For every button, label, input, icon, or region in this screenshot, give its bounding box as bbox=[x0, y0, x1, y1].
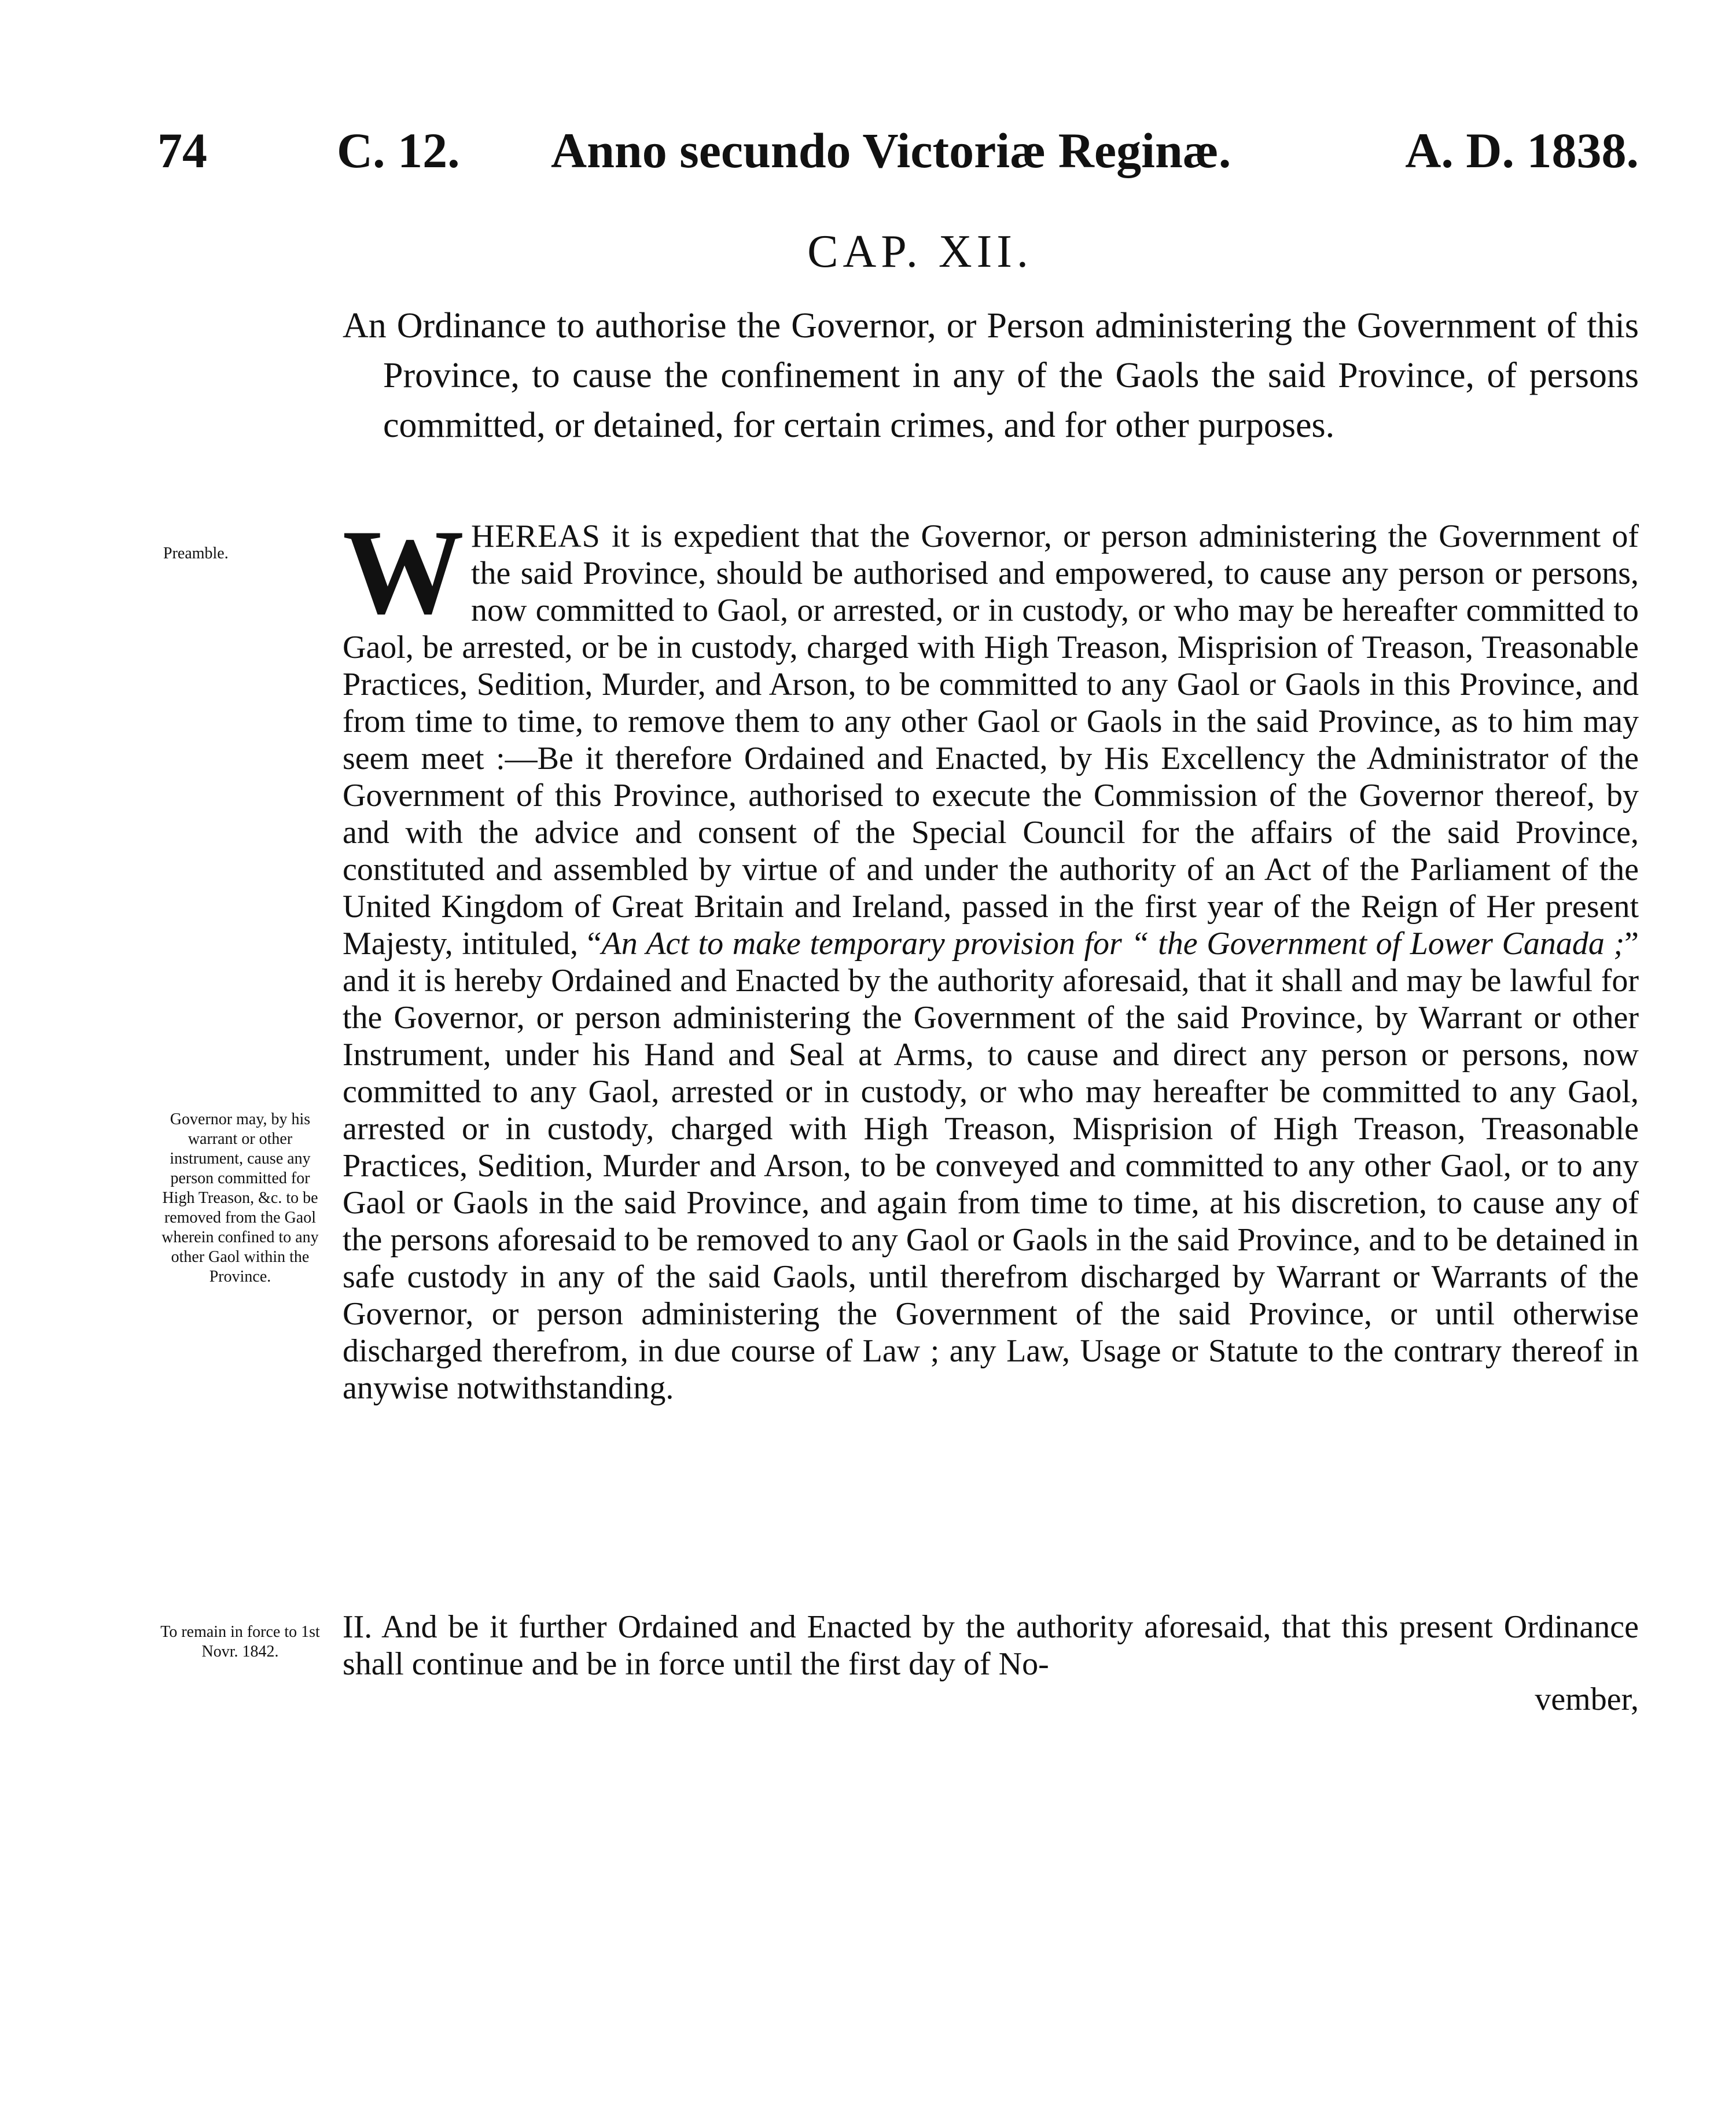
long-title-rest: Ordinance to authorise the Governor, or Person administering the Government of this Province, to cause the confinement in any of the Gaols the said Province, of persons committed, or detained, for certain crimes, and for other purposes. bbox=[383, 306, 1639, 445]
catchword: vember, bbox=[1535, 1681, 1639, 1717]
long-title-first-word: An bbox=[343, 306, 387, 345]
chapter-heading: CAP. XII. bbox=[807, 226, 1033, 277]
act-title: An Act to make temporary provision for “ the Government of Lower Canada ; bbox=[601, 926, 1625, 962]
drop-cap: W bbox=[343, 505, 464, 639]
section-1-text bbox=[343, 505, 1639, 1407]
margin-note-preamble: Preamble. bbox=[163, 544, 229, 562]
section-1-text-b: ” and it is hereby Ordained and Enacted by the authority aforesaid, that it shall and may be lawful for the Governor, or person administering the Government of the said Province, by Warrant or other Instrument, under his Hand and Seal at Arms, to cause and direct any person or persons, now committed to any Gaol, arrested or in custody, or who may hereafter be committed to any Gaol, arrested or in custody, charged with High Treason, Misprision of High Treason, Treasonable Practices, Sedition, Murder and Arson, to be conveyed and committed to any other Gaol, or to any Gaol or Gaols in the said Province, and again from time to time, at his discretion, to cause any of the persons aforesaid to be removed to any Gaol or Gaols in the said Province, and to be detained in safe custody in any of the said Gaols, until therefrom discharged by Warrant or Warrants of the Governor, or person administering the Government of the said Province, or until otherwise discharged therefrom, in due course of Law ; any Law, Usage or Statute to the contrary thereof in anywise notwithstanding. bbox=[343, 926, 1639, 1406]
section-2-text: II. And be it further Ordained and Enacted by the authority aforesaid, that this present Ordinance shall continue and be in force until the first day of No- bbox=[343, 1609, 1639, 1682]
running-title: Anno secundo Victoriæ Reginæ. bbox=[551, 123, 1231, 178]
running-head bbox=[157, 122, 1639, 197]
margin-note-remain-in-force: To remain in force to 1st Novr. 1842. bbox=[160, 1623, 320, 1661]
page-number: 74 bbox=[157, 123, 207, 178]
chapter-reference: C. 12. bbox=[337, 123, 460, 178]
section-1-opening: HEREAS bbox=[471, 518, 601, 554]
margin-note-governor: Governor may, by his warrant or other instrument, cause any person committed for High Treason, &c. to be removed from the Gaol wherein confined to any other Gaol within the Province. bbox=[161, 1110, 319, 1286]
section-1-text-a: it is expedient that the Governor, or person administering the Government of the said Province, should be authorised and empowered, to cause any person or persons, now committed to Gaol, or arrested, or in custody, or who may be hereafter committed to Gaol, be arrested, or be in custody, charged with High Treason, Misprision of Treason, Treasonable Practices, Sedition, Murder, and Arson, to be committed to any Gaol or Gaols in this Province, and from time to time, to remove them to any other Gaol or Gaols in the said Province, as to him may seem meet :—Be it therefore Ordained and Enacted, by His Excellency the Administrator of the Government of this Province, authorised to execute the Commission of the Governor thereof, by and with the advice and consent of the Special Council for the affairs of the said Province, constituted and assembled by virtue of and under the authority of an Act of the Parliament of the United Kingdom of Great Britain and Ireland, passed in the first year of the Reign of Her present Majesty, intituled, “ bbox=[343, 518, 1639, 962]
long-title bbox=[343, 301, 1639, 450]
year: A. D. 1838. bbox=[1405, 123, 1639, 178]
